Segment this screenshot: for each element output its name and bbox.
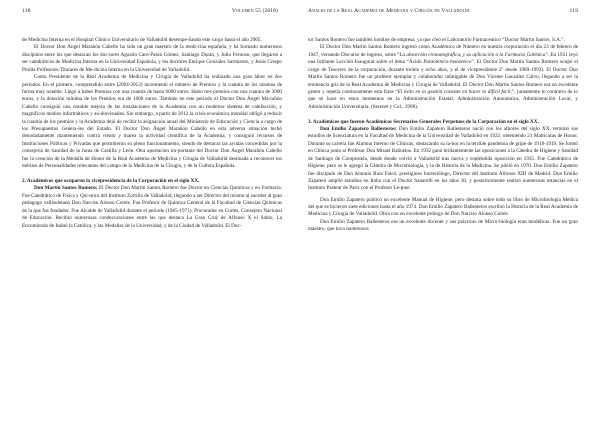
- text-run: El Doctor Don Martín Santos Romero ingresó como Académico de Número en nuestra corporación el día 23 de febrero de 1947, versando Discurso de ingreso, sobre “: [308, 44, 578, 58]
- paragraph: Don Emilio Zapatero publicó un excelente Manual de Higiene, pero destaca sobre todo su libro de Microbiología Médica del que se hicieron siete ediciones hasta el año 1974. Don Emilio Zapatero Ballesteros escribió la Historia de la Real Academia de Medicina y Cirugía de Valladolid. Obra con un excelente prólogo de Don Narciso Alonso Cortés.: [308, 196, 578, 218]
- right-page: [300, 0, 600, 423]
- left-header: [22, 8, 278, 18]
- text-run: ”. En 1951 leyó una brillante Lección Inaugural sobre el tema “Ácido: [308, 51, 578, 66]
- running-head: Volumen 55 (2018): [231, 8, 278, 14]
- paragraph-body: Don Emilio Zapatero Ballesteros nació con los albores del siglo XX, terminó sus estudios de licenciatura en la Facultad de Medicina de la Universidad de Valladolid en 1922, obteniendo 21 Matrículas de Honor. Durante su carrera fue Alumno Interno de Clínicas, destacando su la-bor en la terrible pandemia de gripe de 1918-1919. Se formó en Clínica junto al Profesor Don Misael Bañuelos. En 1932 ganó brillantemente las oposiciones a la Cátedra de Higiene y Sanidad de Santiago de Compostela, desde donde volvió a Valladolid tras nueva y espléndida oposición en 1935. Fue Catedrático de Higiene, pero se le agregó la Cátedra de Microbiología, y la de Historia de la Medicina. Se jubiló en 1970. Don Emilio Zapatero fue discípulo de Don Antonio Ruiz Falcó, prestigioso bacteriólogo, Director del Instituto Alfonso XIII de Madrid. Don Emilio Zapatero amplió estudios en Italia con el Doctor Sanarelli en los años 30, y posteriormente realizó numerosas estancias en el Instituto Pasteur de París con el Profesor Le-pine.: [308, 126, 578, 192]
- paragraph: [308, 126, 578, 193]
- paragraph: El Doctor Don Ángel Marañón Cabello ha sido un gran maestro de la medi-cina española, y ha formado numerosos discípulos entre los que destacan los doc-tores Agustín Caro-Patón Gómez, Santiago Durán, y Julio Fernoso, que llegaron a ser catedráticos de Medicina Interna en la Universidad Española, y los doctores Enrique González Sarmiento, y Jesús Crespo Pinilla Profesores Titulares de Me-dicina Interna en la Universidad de Valladolid.: [22, 44, 282, 73]
- paragraph: de Medicina Interna en el Hospital Clínico Universitario de Valladolid desempe-ñando este cargo hasta el año 2005.: [22, 37, 262, 43]
- page-number: 118: [22, 8, 31, 14]
- right-body-text: [308, 37, 578, 234]
- italic-title: La absorción cromatográfica, y su aplicación a la Farmacia Galénica: [399, 51, 546, 58]
- lead-name: Don Martín Santos Romero:: [34, 185, 98, 192]
- paragraph: [22, 185, 282, 230]
- lead-name: Don Emilio Zapatero Ballesteros:: [320, 126, 397, 133]
- paragraph-body: El Doctor Don Martín Santos Romero fue Doctor en Ciencias Químicas y en Farmacia. Fue Catedrático de Física y Quí-mica del Instituto Zorrilla de Valladolid, llegando a ser Director del mismo al suceder al gran pedagogo vallisoletano Don Narciso Alonso Cortés. Fue Profesor de Química General de la Facultad de Ciencias Químicas de la que fue fundador. Fue Alcalde de Valladolid durante el periodo (1965-1971), Procurador en Cortes, Consejero Nacional de Educación. Recibió numerosas condecoraciones entre las que destaca La Gran Cruz de Alfonso X el Sabio, La Encomienda de Isabel la Católica, y las Medallas de la Universidad, y de la Ciudad de Valladolid. El Doc-: [22, 185, 283, 229]
- text-run: ,”, juntamente lo contrario de lo que se hace en estos momentos en la Administración Estatal, Administración Autonómica, Administración Local, y Administración Universitaria. (Serenet y Col., 1998).: [308, 88, 578, 110]
- italic-title: Pantoténico-hemoteico: [423, 59, 472, 66]
- paragraph: Don Emilio Zapatero Ballesteros era un excelente docente y sus prácticas de Micro-biología eran modélicas. Fue un gran maestro, que tuvo numerosos: [308, 218, 578, 233]
- section-heading: 2. Académicos que ocuparon la vicepresidencia de la Corporación en el siglo XX.: [22, 177, 200, 184]
- right-header: [308, 8, 578, 18]
- text-run: ”. El Doctor Don Martín Santos Romero ocupó el cargo de Tesorero de la corporación, durante treinta y ocho años, y el de vicepresidente 2º desde 1989-1993). El Doctor Don Martín Santos Romero fue un profesor ejemplar y colaborador infatigable de Don Vicente González Calvo, llegando a ser la eminencia gris de la Real Academia de Medicina y Cirugía de Valladolid. El Doctor Don Martín Santos Romero era un excelente gestor y repetía continuamente esta frase “: [308, 59, 579, 95]
- left-body-text: [22, 37, 282, 230]
- running-head: Anales de la Real Academia de Medicina y Cirugía de Valladolid: [308, 8, 470, 14]
- section-heading: 3. Académicos que fueron Académicos Secretarios Generales Perpetuos de la Corporación en el siglo XX.: [308, 118, 539, 125]
- page-number: 119: [569, 8, 578, 14]
- paragraph: tor Santos Romero fue también hombre de empresa, ya que creó el Laboratorio Farmacéutico “Doctor Martín Santos, S.A.”.: [308, 37, 565, 43]
- italic-quote: El éxito en la gestión consiste en hacer lo difícil fácil: [397, 88, 511, 95]
- paragraph: [308, 44, 578, 111]
- paragraph: Como Presidente de la Real Academia de Medicina y Cirugía de Valladolid ha realizado una gran labor en dos periodos. En el primero, comprendido entre (2004-2012) incrementó el número de Premios y la cuantía de los mismos de forma muy notable. Llegó a haber Premios con una cuantía de hasta 6000 euros. Hubo tres premios con una cuantía de 3000 euros, y la dotación mínima de los Premios era de 1000 euros. También en este periodo el Doctor Don Ángel Ma-rañón Cabello consiguió una notable mejora de las instalaciones de la Academia con un moderno sistema de calefacción, y magníficos medios informáticos y au-diovisuales. Sin embargo, a partir de 2012 la crisis económica mundial obligó a reducir la cuantía de los premios y la Academia dejó de recibir la asignación anual del Ministerio de Educación y Ciencia a cargo de los Presupuestos Genera-les del Estado. El Doctor Don Ángel Marañón Cabello en esta adversa situación luchó denodadamente manteniendo contra viento y marea la actividad científica de la Academia, y consiguió recursos de Instituciones Públicas y Privadas que permitieron su pleno funcionamiento, siendo de destacar las ayudas concedidas por la consejería de Sanidad de la Junta de Castilla y León. Otra aportación im-portante del Doctor Don Ángel Marañón Cabello fue la creación de la Medalla de Honor de la Real Academia de Medicina y Cirugía de Valladolid destinada a reconocer los méritos de Personalidades relevantes del campo de la Medicina de la Cirugía, y de la Cultura Española.: [22, 74, 282, 170]
